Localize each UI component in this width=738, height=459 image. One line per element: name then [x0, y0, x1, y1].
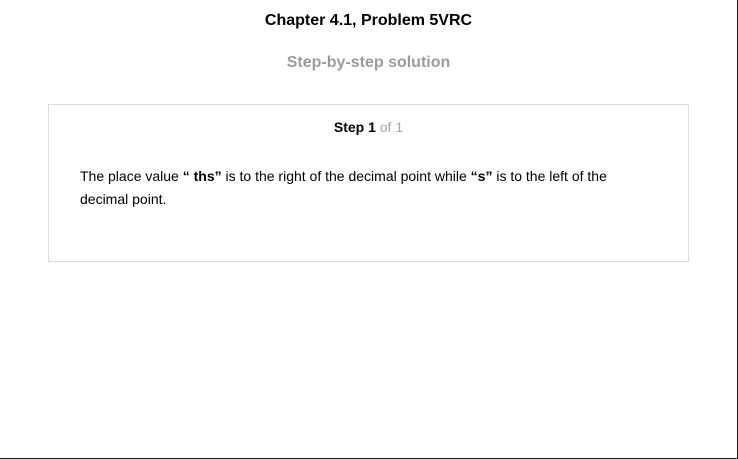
- step-term-ths: “ ths”: [182, 168, 222, 184]
- step-of-total: of 1: [379, 119, 404, 135]
- page-subtitle: Step-by-step solution: [286, 54, 451, 71]
- step-term-s: “s”: [470, 168, 493, 184]
- step-card: [48, 104, 689, 262]
- step-label: Step 1: [333, 119, 376, 135]
- step-header: [49, 119, 688, 135]
- step-explanation: [80, 165, 640, 211]
- step-text-part1: The place value: [80, 168, 183, 184]
- step-text-part2: is to the right of the decimal point while: [221, 168, 471, 184]
- page-title: Chapter 4.1, Problem 5VRC: [264, 12, 473, 29]
- step-text-part3: is to the left of the decimal point.: [80, 168, 607, 207]
